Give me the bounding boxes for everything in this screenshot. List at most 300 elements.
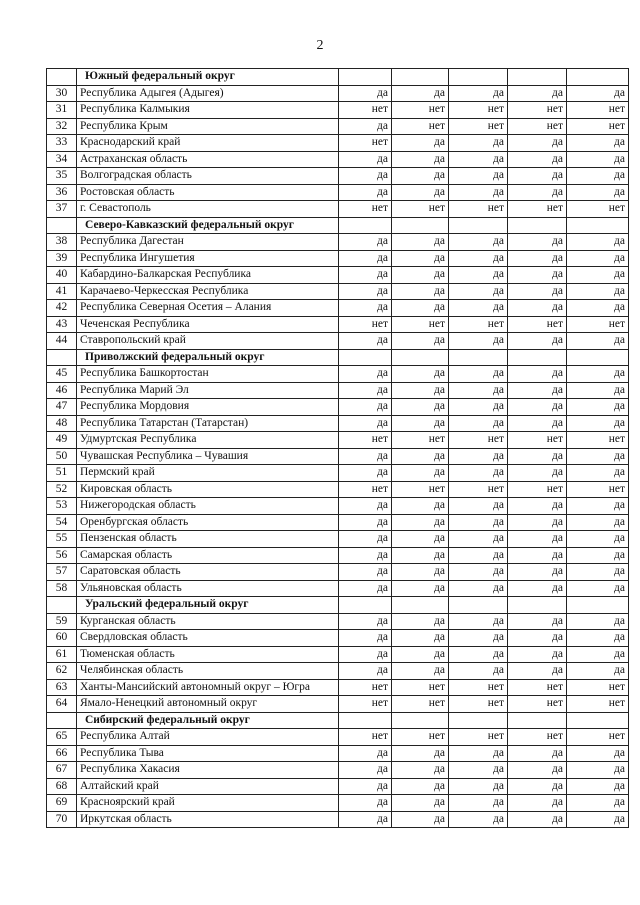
district-empty-cell: [339, 597, 392, 614]
value-cell: да: [567, 85, 629, 102]
row-number: 60: [47, 630, 77, 647]
table-row: [47, 382, 629, 399]
value-cell: да: [449, 646, 508, 663]
value-cell: да: [339, 811, 392, 828]
value-cell: да: [339, 184, 392, 201]
district-empty-cell: [449, 712, 508, 729]
value-cell: да: [392, 580, 449, 597]
value-cell: да: [508, 762, 567, 779]
value-cell: нет: [567, 696, 629, 713]
value-cell: да: [339, 399, 392, 416]
row-number: 62: [47, 663, 77, 680]
district-header-row: [47, 217, 629, 234]
district-empty-cell: [392, 217, 449, 234]
value-cell: да: [392, 762, 449, 779]
value-cell: да: [339, 118, 392, 135]
value-cell: да: [567, 564, 629, 581]
row-number: 39: [47, 250, 77, 267]
value-cell: да: [449, 399, 508, 416]
value-cell: нет: [567, 316, 629, 333]
row-number: 45: [47, 366, 77, 383]
table-row: [47, 547, 629, 564]
value-cell: да: [567, 465, 629, 482]
value-cell: да: [392, 448, 449, 465]
value-cell: да: [392, 135, 449, 152]
table-row: [47, 646, 629, 663]
value-cell: да: [567, 795, 629, 812]
value-cell: да: [567, 415, 629, 432]
value-cell: да: [339, 547, 392, 564]
value-cell: да: [508, 283, 567, 300]
value-cell: да: [449, 663, 508, 680]
value-cell: да: [449, 366, 508, 383]
value-cell: да: [508, 382, 567, 399]
value-cell: да: [567, 448, 629, 465]
table-row: [47, 300, 629, 317]
table-row: [47, 613, 629, 630]
row-number: 40: [47, 267, 77, 284]
region-name: Ханты-Мансийский автономный округ – Югра: [77, 679, 339, 696]
value-cell: да: [567, 613, 629, 630]
value-cell: да: [508, 646, 567, 663]
value-cell: нет: [339, 201, 392, 218]
value-cell: нет: [567, 201, 629, 218]
row-number: 38: [47, 234, 77, 251]
row-number: 56: [47, 547, 77, 564]
value-cell: да: [339, 580, 392, 597]
value-cell: да: [508, 580, 567, 597]
value-cell: да: [508, 795, 567, 812]
table-row: [47, 498, 629, 515]
value-cell: да: [392, 399, 449, 416]
value-cell: да: [508, 399, 567, 416]
value-cell: да: [449, 300, 508, 317]
table-row: [47, 399, 629, 416]
value-cell: да: [339, 613, 392, 630]
row-number: 42: [47, 300, 77, 317]
district-empty-cell: [339, 349, 392, 366]
district-header-row: [47, 349, 629, 366]
value-cell: да: [392, 514, 449, 531]
value-cell: да: [392, 151, 449, 168]
value-cell: нет: [339, 316, 392, 333]
value-cell: да: [449, 745, 508, 762]
value-cell: нет: [449, 118, 508, 135]
value-cell: нет: [339, 679, 392, 696]
table-row: [47, 745, 629, 762]
value-cell: да: [567, 531, 629, 548]
district-header-row: [47, 712, 629, 729]
district-num-cell: [47, 349, 77, 366]
row-number: 47: [47, 399, 77, 416]
value-cell: да: [339, 498, 392, 515]
row-number: 35: [47, 168, 77, 185]
value-cell: да: [339, 366, 392, 383]
value-cell: да: [567, 399, 629, 416]
value-cell: да: [508, 151, 567, 168]
district-name: Сибирский федеральный округ: [77, 712, 339, 729]
region-name: Астраханская область: [77, 151, 339, 168]
row-number: 63: [47, 679, 77, 696]
region-name: Республика Татарстан (Татарстан): [77, 415, 339, 432]
page-number: 2: [316, 38, 324, 53]
table-row: [47, 778, 629, 795]
value-cell: да: [567, 498, 629, 515]
value-cell: да: [392, 498, 449, 515]
value-cell: нет: [392, 432, 449, 449]
table-row: [47, 448, 629, 465]
row-number: 68: [47, 778, 77, 795]
value-cell: да: [339, 762, 392, 779]
value-cell: да: [567, 151, 629, 168]
value-cell: да: [339, 168, 392, 185]
table-row: [47, 679, 629, 696]
value-cell: да: [392, 663, 449, 680]
region-name: Республика Дагестан: [77, 234, 339, 251]
region-name: Нижегородская область: [77, 498, 339, 515]
value-cell: нет: [508, 481, 567, 498]
row-number: 53: [47, 498, 77, 515]
value-cell: да: [449, 811, 508, 828]
row-number: 49: [47, 432, 77, 449]
value-cell: да: [508, 333, 567, 350]
region-name: Самарская область: [77, 547, 339, 564]
value-cell: да: [508, 811, 567, 828]
value-cell: нет: [392, 679, 449, 696]
value-cell: да: [567, 745, 629, 762]
value-cell: нет: [339, 696, 392, 713]
value-cell: да: [339, 646, 392, 663]
row-number: 32: [47, 118, 77, 135]
district-empty-cell: [508, 69, 567, 86]
value-cell: нет: [508, 432, 567, 449]
value-cell: да: [567, 811, 629, 828]
value-cell: да: [392, 184, 449, 201]
value-cell: да: [449, 85, 508, 102]
value-cell: да: [508, 745, 567, 762]
value-cell: нет: [449, 201, 508, 218]
value-cell: да: [392, 267, 449, 284]
district-empty-cell: [508, 597, 567, 614]
value-cell: да: [508, 630, 567, 647]
value-cell: нет: [339, 729, 392, 746]
value-cell: да: [339, 267, 392, 284]
value-cell: да: [449, 382, 508, 399]
value-cell: нет: [508, 316, 567, 333]
value-cell: да: [508, 85, 567, 102]
value-cell: нет: [449, 316, 508, 333]
table-row: [47, 696, 629, 713]
table-row: [47, 630, 629, 647]
table-row: [47, 267, 629, 284]
value-cell: да: [392, 630, 449, 647]
row-number: 41: [47, 283, 77, 300]
region-name: Волгоградская область: [77, 168, 339, 185]
value-cell: да: [392, 564, 449, 581]
value-cell: да: [392, 465, 449, 482]
value-cell: нет: [567, 481, 629, 498]
value-cell: нет: [508, 118, 567, 135]
region-name: Курганская область: [77, 613, 339, 630]
value-cell: да: [392, 85, 449, 102]
district-name: Приволжский федеральный округ: [77, 349, 339, 366]
row-number: 55: [47, 531, 77, 548]
value-cell: да: [567, 630, 629, 647]
region-name: Республика Калмыкия: [77, 102, 339, 119]
table-row: [47, 234, 629, 251]
value-cell: нет: [508, 201, 567, 218]
district-num-cell: [47, 69, 77, 86]
district-header-row: [47, 597, 629, 614]
table-row: [47, 663, 629, 680]
value-cell: нет: [339, 432, 392, 449]
region-name: Кировская область: [77, 481, 339, 498]
table-row: [47, 432, 629, 449]
value-cell: да: [449, 531, 508, 548]
value-cell: да: [392, 811, 449, 828]
region-name: Пензенская область: [77, 531, 339, 548]
value-cell: да: [392, 531, 449, 548]
value-cell: да: [449, 498, 508, 515]
row-number: 57: [47, 564, 77, 581]
value-cell: нет: [449, 481, 508, 498]
value-cell: да: [392, 646, 449, 663]
region-name: Ульяновская область: [77, 580, 339, 597]
value-cell: да: [449, 778, 508, 795]
value-cell: да: [508, 564, 567, 581]
value-cell: да: [567, 547, 629, 564]
value-cell: да: [392, 745, 449, 762]
region-name: Алтайский край: [77, 778, 339, 795]
district-name: Уральский федеральный округ: [77, 597, 339, 614]
region-name: Пермский край: [77, 465, 339, 482]
region-name: Карачаево-Черкесская Республика: [77, 283, 339, 300]
region-name: Удмуртская Республика: [77, 432, 339, 449]
value-cell: да: [339, 448, 392, 465]
district-empty-cell: [508, 217, 567, 234]
row-number: 31: [47, 102, 77, 119]
row-number: 52: [47, 481, 77, 498]
table-row: [47, 333, 629, 350]
value-cell: да: [449, 547, 508, 564]
table-row: [47, 316, 629, 333]
value-cell: да: [339, 663, 392, 680]
value-cell: да: [567, 234, 629, 251]
value-cell: нет: [567, 432, 629, 449]
row-number: 46: [47, 382, 77, 399]
value-cell: нет: [449, 679, 508, 696]
table-row: [47, 514, 629, 531]
value-cell: нет: [339, 102, 392, 119]
district-empty-cell: [567, 217, 629, 234]
region-name: Ямало-Ненецкий автономный округ: [77, 696, 339, 713]
region-name: Ростовская область: [77, 184, 339, 201]
value-cell: нет: [508, 696, 567, 713]
value-cell: да: [449, 613, 508, 630]
value-cell: нет: [392, 118, 449, 135]
value-cell: нет: [392, 696, 449, 713]
row-number: 30: [47, 85, 77, 102]
value-cell: да: [339, 531, 392, 548]
table-row: [47, 168, 629, 185]
value-cell: да: [392, 547, 449, 564]
value-cell: да: [449, 234, 508, 251]
value-cell: да: [392, 250, 449, 267]
district-empty-cell: [508, 712, 567, 729]
table-row: [47, 481, 629, 498]
row-number: 33: [47, 135, 77, 152]
region-name: Республика Мордовия: [77, 399, 339, 416]
region-name: Саратовская область: [77, 564, 339, 581]
value-cell: да: [508, 547, 567, 564]
value-cell: нет: [567, 102, 629, 119]
value-cell: нет: [567, 729, 629, 746]
value-cell: да: [508, 531, 567, 548]
value-cell: да: [567, 580, 629, 597]
value-cell: да: [392, 613, 449, 630]
value-cell: да: [567, 663, 629, 680]
value-cell: да: [449, 151, 508, 168]
district-empty-cell: [392, 69, 449, 86]
value-cell: да: [339, 778, 392, 795]
region-name: Республика Хакасия: [77, 762, 339, 779]
value-cell: да: [508, 234, 567, 251]
table-row: [47, 118, 629, 135]
value-cell: да: [339, 795, 392, 812]
value-cell: да: [392, 234, 449, 251]
region-name: Республика Тыва: [77, 745, 339, 762]
value-cell: да: [567, 382, 629, 399]
value-cell: да: [567, 283, 629, 300]
value-cell: да: [508, 300, 567, 317]
region-name: Республика Северная Осетия – Алания: [77, 300, 339, 317]
table-row: [47, 283, 629, 300]
value-cell: да: [508, 613, 567, 630]
value-cell: да: [567, 168, 629, 185]
value-cell: да: [339, 630, 392, 647]
value-cell: да: [508, 663, 567, 680]
region-name: Краснодарский край: [77, 135, 339, 152]
value-cell: нет: [392, 102, 449, 119]
value-cell: да: [567, 514, 629, 531]
value-cell: да: [567, 762, 629, 779]
table-row: [47, 102, 629, 119]
value-cell: да: [339, 250, 392, 267]
value-cell: да: [392, 283, 449, 300]
value-cell: да: [508, 514, 567, 531]
district-empty-cell: [508, 349, 567, 366]
district-empty-cell: [449, 69, 508, 86]
value-cell: да: [449, 283, 508, 300]
district-empty-cell: [449, 349, 508, 366]
region-name: Ставропольский край: [77, 333, 339, 350]
value-cell: да: [567, 250, 629, 267]
value-cell: да: [567, 333, 629, 350]
value-cell: нет: [449, 696, 508, 713]
district-num-cell: [47, 217, 77, 234]
district-empty-cell: [567, 597, 629, 614]
value-cell: нет: [392, 201, 449, 218]
district-name: Южный федеральный округ: [77, 69, 339, 86]
value-cell: да: [449, 168, 508, 185]
value-cell: да: [449, 580, 508, 597]
row-number: 50: [47, 448, 77, 465]
row-number: 36: [47, 184, 77, 201]
value-cell: да: [449, 448, 508, 465]
value-cell: да: [508, 415, 567, 432]
regions-table: [46, 68, 629, 828]
value-cell: нет: [567, 118, 629, 135]
value-cell: да: [449, 514, 508, 531]
row-number: 65: [47, 729, 77, 746]
district-empty-cell: [339, 217, 392, 234]
value-cell: да: [392, 795, 449, 812]
table-row: [47, 201, 629, 218]
region-name: Иркутская область: [77, 811, 339, 828]
row-number: 34: [47, 151, 77, 168]
district-num-cell: [47, 712, 77, 729]
value-cell: нет: [392, 316, 449, 333]
value-cell: да: [508, 135, 567, 152]
value-cell: да: [567, 300, 629, 317]
value-cell: да: [339, 283, 392, 300]
value-cell: да: [567, 135, 629, 152]
value-cell: да: [508, 448, 567, 465]
value-cell: да: [339, 382, 392, 399]
table-row: [47, 729, 629, 746]
district-num-cell: [47, 597, 77, 614]
value-cell: да: [449, 630, 508, 647]
row-number: 67: [47, 762, 77, 779]
district-name: Северо-Кавказский федеральный округ: [77, 217, 339, 234]
row-number: 64: [47, 696, 77, 713]
value-cell: да: [508, 168, 567, 185]
region-name: Республика Башкортостан: [77, 366, 339, 383]
region-name: Республика Крым: [77, 118, 339, 135]
value-cell: да: [392, 333, 449, 350]
table-row: [47, 250, 629, 267]
value-cell: да: [392, 168, 449, 185]
row-number: 54: [47, 514, 77, 531]
region-name: Чувашская Республика – Чувашия: [77, 448, 339, 465]
value-cell: да: [339, 745, 392, 762]
value-cell: да: [449, 762, 508, 779]
row-number: 66: [47, 745, 77, 762]
row-number: 43: [47, 316, 77, 333]
value-cell: нет: [449, 432, 508, 449]
table-row: [47, 85, 629, 102]
value-cell: нет: [567, 679, 629, 696]
value-cell: да: [508, 498, 567, 515]
region-name: Республика Ингушетия: [77, 250, 339, 267]
region-name: Республика Марий Эл: [77, 382, 339, 399]
district-empty-cell: [449, 597, 508, 614]
value-cell: нет: [508, 102, 567, 119]
row-number: 69: [47, 795, 77, 812]
table-row: [47, 531, 629, 548]
value-cell: да: [449, 135, 508, 152]
value-cell: да: [392, 366, 449, 383]
value-cell: нет: [508, 679, 567, 696]
row-number: 61: [47, 646, 77, 663]
value-cell: да: [567, 366, 629, 383]
value-cell: да: [508, 778, 567, 795]
value-cell: да: [392, 415, 449, 432]
value-cell: да: [339, 151, 392, 168]
value-cell: да: [508, 465, 567, 482]
district-empty-cell: [392, 597, 449, 614]
value-cell: да: [449, 564, 508, 581]
